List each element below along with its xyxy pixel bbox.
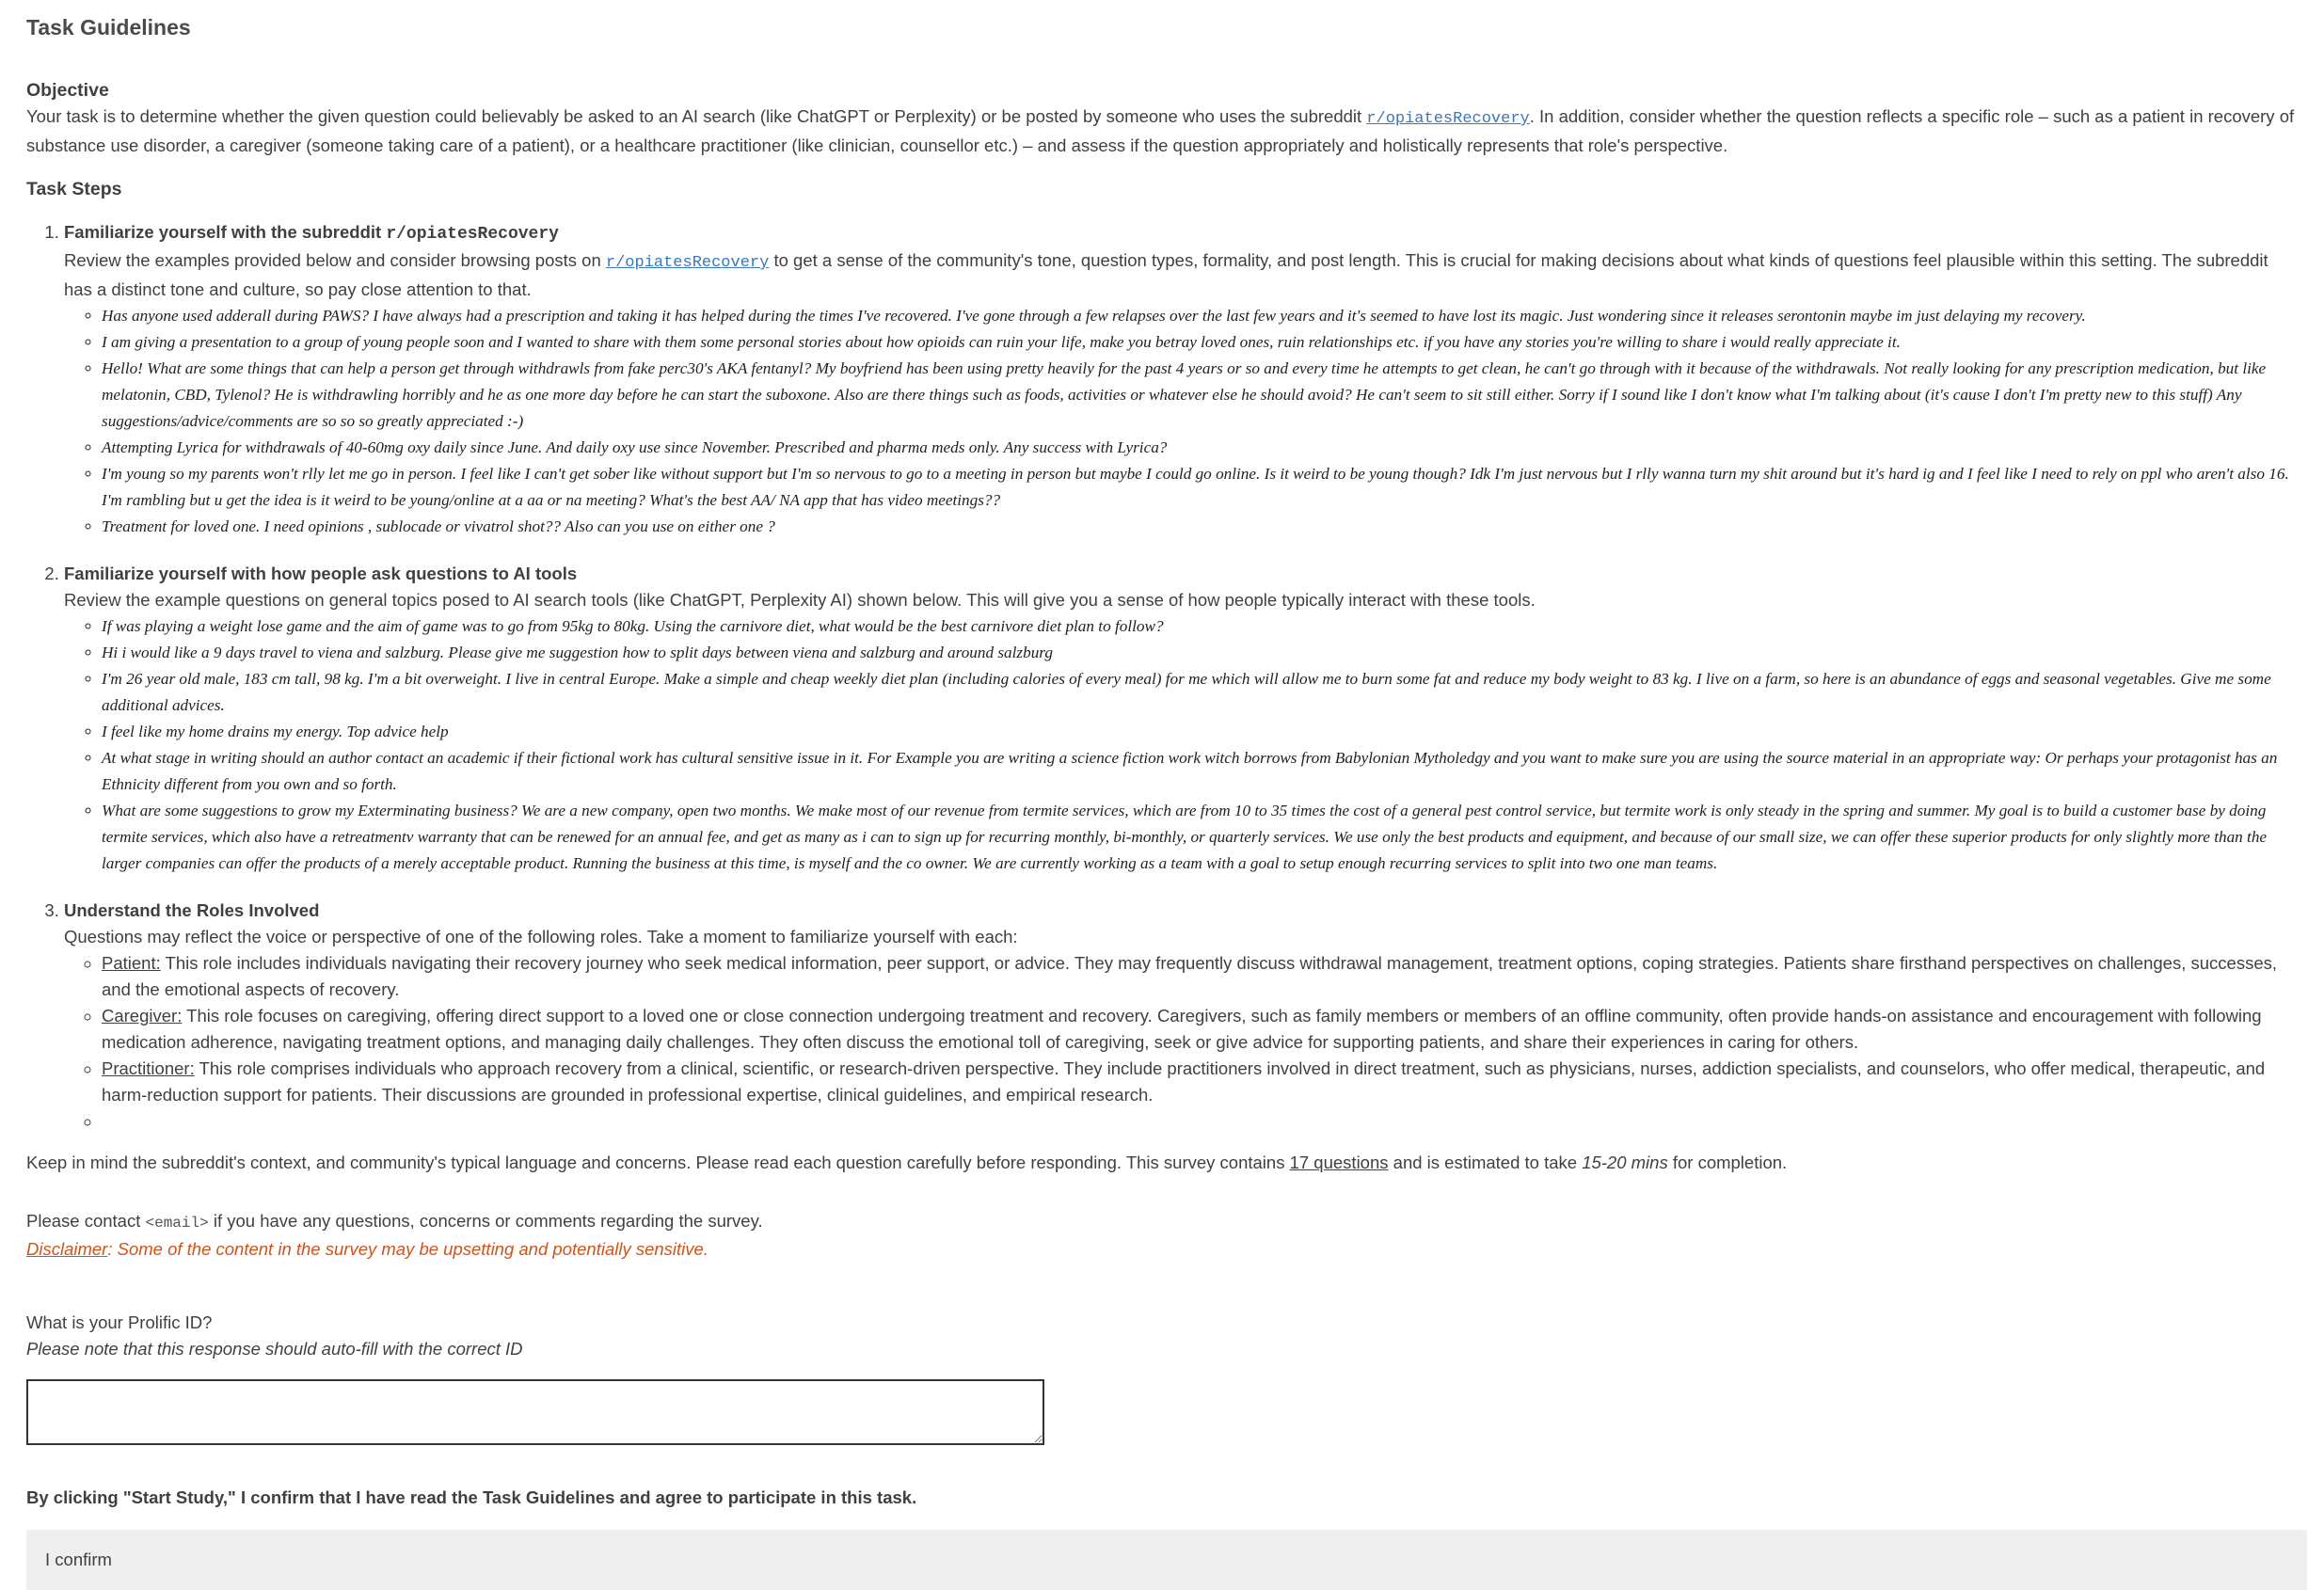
disclaimer-label: Disclaimer xyxy=(26,1239,108,1259)
confirm-option[interactable]: I confirm xyxy=(26,1530,2307,1590)
objective-text: Your task is to determine whether the given question could believably be asked to an AI search (like ChatGPT or Perplexity) or be posted by someone who uses the subreddit r/opiatesRecovery. In addition, consider whether the question reflects a specific role – such as a patient in recovery of substance use disorder, a caregiver (someone taking care of a patient), or a healthcare practitioner (like clinician, counsellor etc.) – and assess if the question appropriately and holistically represents that role's perspective. xyxy=(26,106,2295,155)
list-item: ◦ I feel like my home drains my energy. Top advice help xyxy=(102,719,2300,745)
step-2 xyxy=(64,561,2300,877)
role-practitioner: ◦ Practitioner: This role comprises individuals who approach recovery from a clinical, scientific, or research-driven perspective. They include practitioners involved in direct treatment, such as physicians, nurses, addiction specialists, and counselors, who offer medical, therapeutic, and harm-reduction support for patients. Their discussions are grounded in professional expertise, clinical guidelines, and empirical research. xyxy=(102,1056,2300,1108)
list-item: ◦ What are some suggestions to grow my Exterminating business? We are a new company, open two months. We make most of our revenue from termite services, which are from 10 to 35 times the cost of a general pest control service, but termite work is only steady in the spring and summer. My goal is to build a customer base by doing termite services, which also have a retreatmentv warranty that can be renewed for an annual fee, and get as many as i can to sign up for recurring monthly, bi-monthly, or quarterly services. We use only the best products and equipment, and because of our small size, we can offer these superior products for only slightly more than the larger companies can offer the products of a merely acceptable product. Running the business at this time, is myself and the co owner. We are currently working as a team with a goal to setup enough recurring services to split into two one man teams. xyxy=(102,798,2300,877)
role-patient: ◦ Patient: This role includes individuals navigating their recovery journey who seek medical information, peer support, or advice. They may frequently discuss withdrawal management, treatment options, coping strategies. Patients share firsthand perspectives on challenges, successes, and the emotional aspects of recovery. xyxy=(102,950,2300,1003)
list-item: ◦ At what stage in writing should an author contact an academic if their fictional work has cultural sensitive issue in it. For Example you are writing a science fiction work witch borrows from Babylonian Mytholedgy and you want to make sure you are using the source material in an appropriate way: Or perhaps your protagonist has an Ethnicity different from you own and so forth. xyxy=(102,745,2300,798)
role-name: Caregiver: xyxy=(102,1006,183,1026)
step-1-description: Review the examples provided below and consider browsing posts on r/opiatesRecovery to get a sense of the community's tone, question types, formality, and post length. This is crucial for making decisions about what kinds of questions feel plausible within this setting. The subreddit has a distinct tone and culture, so pay close attention to that. xyxy=(64,250,2268,299)
context-paragraph: Keep in mind the subreddit's context, and community's typical language and concerns. Please read each question carefully before responding. This survey contains 17 questions and is estimated to take 15-20 mins for completion. xyxy=(26,1153,1788,1172)
list-item: ◦ Attempting Lyrica for withdrawals of 40-60mg oxy daily since June. And daily oxy use since November. Prescribed and pharma meds only. Any success with Lyrica? xyxy=(102,435,2300,461)
task-steps-heading: Task Steps xyxy=(26,179,122,199)
duration: 15-20 mins xyxy=(1582,1153,1668,1172)
roles-list xyxy=(64,950,2300,1135)
list-item: ◦ Hi i would like a 9 days travel to viena and salzburg. Please give me suggestion how to split days between viena and salzburg and around salzburg xyxy=(102,640,2300,666)
list-item: ◦ I am giving a presentation to a group of young people soon and I wanted to share with them some personal stories about how opioids can ruin your life, make you betray loved ones, ruin relationships etc. if you have any stories you're willing to share i would really appreciate it. xyxy=(102,329,2300,356)
contact-line: Please contact <email> if you have any questions, concerns or comments regarding the survey. xyxy=(26,1211,763,1232)
list-item: ◦ Has anyone used adderall during PAWS? I have always had a prescription and taking it has helped during the times I've recovered. I've gone through a few relapses over the last few years and it's seemed to have lost its magic. Just wondering since it releases serontonin maybe im just delaying my recovery. xyxy=(102,303,2300,329)
prolific-note: Please note that this response should auto-fill with the correct ID xyxy=(26,1339,523,1359)
subreddit-link-step1[interactable]: r/opiatesRecovery xyxy=(605,254,770,272)
step-2-description: Review the example questions on general topics posed to AI search tools (like ChatGPT, Perplexity AI) shown below. This will give you a sense of how people typically interact with these tools. xyxy=(64,590,1536,610)
step-3-description: Questions may reflect the voice or perspective of one of the following roles. Take a moment to familiarize yourself with each: xyxy=(64,927,1018,946)
list-item: ◦ I'm 26 year old male, 183 cm tall, 98 kg. I'm a bit overweight. I live in central Europe. Make a simple and cheap weekly diet plan (including calories of every meal) for me which will allow me to burn some fat and reduce my body weight to 83 kg. I live on a farm, so here is an abundance of eggs and seasonal vegetables. Give me some additional advices. xyxy=(102,666,2300,719)
prolific-id-input[interactable] xyxy=(26,1379,1044,1445)
prolific-question: What is your Prolific ID? xyxy=(26,1312,213,1332)
step-3-title: Understand the Roles Involved xyxy=(64,900,320,920)
list-item: ◦ I'm young so my parents won't rlly let me go in person. I feel like I can't get sober like without support but I'm so nervous to go to a meeting in person but maybe I could go online. Is it weird to be young though? Idk I'm just nervous but I rlly wanna turn my shit around but it's hard ig and I feel like I need to rely on ppl who aren't also 16. I'm rambling but u get the idea is it weird to be young/online at a aa or na meeting? What's the best AA/ NA app that has video meetings?? xyxy=(102,461,2300,514)
step-2-title: Familiarize yourself with how people ask questions to AI tools xyxy=(64,564,578,583)
role-caregiver: ◦ Caregiver: This role focuses on caregiving, offering direct support to a loved one or close connection undergoing treatment and recovery. Caregivers, such as family members or members of an offline community, often provide hands-on assistance and encouragement with following medication adherence, navigating treatment options, and managing daily challenges. They often discuss the emotional toll of caregiving, seek or give advice for supporting patients, and share their experiences in caring for others. xyxy=(102,1003,2300,1056)
role-name: Patient: xyxy=(102,953,161,973)
list-item: ◦ Hello! What are some things that can help a person get through withdrawls from fake perc30's AKA fentanyl? My boyfriend has been using pretty heavily for the past 4 years or so and every time he attempts to get clean, he can't go through with it because of the withdrawals. Not really looking for any prescription medication, but like melatonin, CBD, Tylenol? He is withdrawling horribly and he as one more day before he can start the suboxone. Also are there things such as foods, activities or whatever else he should avoid? He can't seem to sit still either. Sorry if I sound like I don't know what I'm talking about (it's cause I don't I'm pretty new to this stuff) Any suggestions/advice/comments are so so so greatly appreciated :-) xyxy=(102,356,2300,435)
subreddit-examples xyxy=(64,303,2300,540)
page-title: Task Guidelines xyxy=(26,15,191,40)
list-item: ◦ Treatment for loved one. I need opinions , sublocade or vivatrol shot?? Also can you use on either one ? xyxy=(102,514,2300,540)
role-name: Practitioner: xyxy=(102,1058,195,1078)
consent-statement: By clicking "Start Study," I confirm that I have read the Task Guidelines and agree to participate in this task. xyxy=(26,1487,917,1507)
disclaimer: Disclaimer: Some of the content in the survey may be upsetting and potentially sensitive. xyxy=(26,1239,708,1259)
empty-list-item xyxy=(102,1108,2300,1135)
step-3 xyxy=(64,898,2300,1135)
subreddit-link[interactable]: r/opiatesRecovery xyxy=(1366,110,1530,128)
ai-tool-examples xyxy=(64,613,2300,877)
contact-email: <email> xyxy=(145,1215,209,1232)
step-1-title: Familiarize yourself with the subreddit r/opiatesRecovery xyxy=(64,222,559,244)
question-count: 17 questions xyxy=(1289,1153,1389,1172)
list-item: ◦ If was playing a weight lose game and the aim of game was to go from 95kg to 80kg. Using the carnivore diet, what would be the best carnivore diet plan to follow? xyxy=(102,613,2300,640)
step-1 xyxy=(64,219,2300,540)
objective-heading: Objective xyxy=(26,80,109,101)
task-steps-list xyxy=(26,219,2300,1135)
